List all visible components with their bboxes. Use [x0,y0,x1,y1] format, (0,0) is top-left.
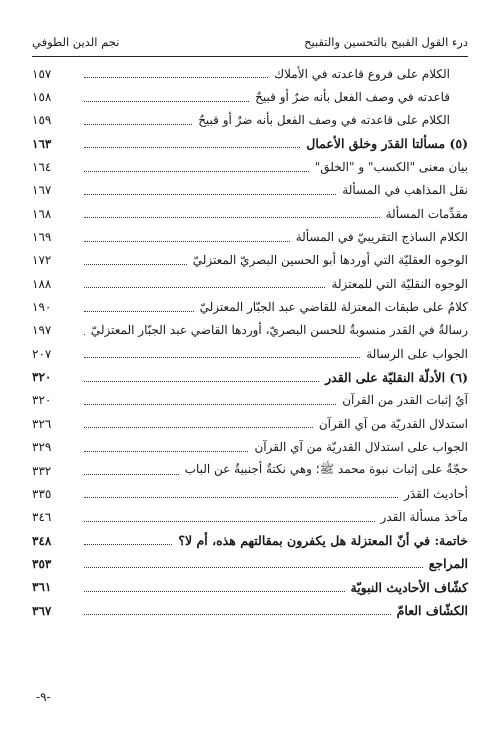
dot-leader [84,334,85,335]
toc-entry-text: حجّةٌ على إثبات نبوة محمد ﷺ؛ وهي نكتةٌ أجنبيةٌ عن الباب [184,462,468,477]
dot-leader [84,241,290,242]
toc-entry [32,342,468,365]
toc-entry-title [338,183,468,197]
toc-entry-page: ٣٦٧ [32,603,52,618]
toc-entry-title [393,603,468,618]
toc-entry-text: كلامٌ على طبقات المعتزلة للقاضي عبد الجبّار المعتزليّ [199,300,468,315]
toc-entry-text: (٥) مسألتا القدَر وخلق الأعمال [306,136,468,152]
toc-entry-text: مقدِّمات المسألة [385,206,468,221]
toc-entry-text: الكلام على قاعدته في وصف الفعل بأنه ضرٌ أو قبيحٌ [198,113,450,128]
toc-entry-text: (٦) الأدلّة النقليّة على القدر [325,369,468,385]
toc-entry-page: ٣٤٦ [32,510,52,525]
toc-entry-title [87,323,468,337]
dot-leader [84,124,192,125]
toc-entry-page: ٣٢٦ [32,416,52,431]
toc-entry-title [425,556,468,571]
toc-entry [32,295,468,318]
toc-entry [32,599,468,622]
dot-leader [84,497,398,498]
dot-leader [84,311,194,312]
toc-entry-title [174,533,468,548]
toc-entry-page: ١٩٧ [32,323,52,338]
toc-entry [32,319,468,342]
toc-entry-title [347,580,469,595]
toc-entry-text: الكلام الساذج التقريبيّ في المسألة [295,230,468,245]
toc-entry-title [189,253,468,267]
header-divider [32,56,468,57]
toc-entry [32,249,468,272]
toc-entry-text: كشّاف الأحاديث النبويّة [350,579,468,595]
toc-entry [32,85,468,108]
page-number: -٩- [36,690,51,704]
toc-entry-page: ١٦٩ [32,230,52,245]
dot-leader [84,381,319,382]
toc-entry [32,529,468,552]
toc-entry [32,272,468,295]
toc-entry-page: ١٦٤ [32,160,52,175]
toc-entry-page: ١٧٢ [32,253,52,268]
toc-entry-page: ٣٢٠ [32,393,52,408]
toc-entry-page: ٣٢٩ [32,440,52,455]
toc-entry-text: الوجوه النقليّة التي للمعتزلة [331,276,468,291]
toc-entry-title [251,90,468,104]
toc-entry-text: مآخذ مسألة القدر [380,510,468,525]
toc-entry-text: الجواب على الرسالة [366,346,468,361]
dot-leader [84,544,172,545]
toc-entry-text: المراجع [428,556,468,572]
toc-entry-page: ١٨٨ [32,276,52,291]
toc-entry [32,412,468,435]
dot-leader [84,357,360,358]
toc-entry-text: أحاديث القدَر [404,486,468,501]
toc-entry-text: نقل المذاهب في المسألة [342,183,468,198]
dot-leader [84,77,268,78]
toc-entry [32,225,468,248]
toc-entry-title [311,160,468,174]
toc-entry-page: ٣٢٠ [32,370,52,385]
page-header [32,32,468,52]
toc-entry-title [270,67,468,81]
toc-entry [32,482,468,505]
dot-leader [84,147,300,148]
toc-entry-page: ٣٥٣ [32,556,52,571]
toc-entry-title [338,393,468,407]
toc-entry [32,436,468,459]
toc-entry-title [181,462,468,479]
toc-entry-title [302,136,468,151]
toc-entry-page: ٣٤٨ [32,533,52,548]
toc-entry-page: ١٦٨ [32,206,52,221]
toc-entry-page: ٣٣٥ [32,486,52,501]
toc-entry-text: الكشّاف العامّ [396,603,468,619]
toc-entry-title [196,300,468,314]
toc-entry-page: ٣٦١ [32,580,52,595]
toc-entry-title [382,207,468,221]
toc-entry [32,389,468,412]
toc-entry-text: رسالةٌ في القدر منسوبةٌ للحسن البصريّ، أوردها القاضي عبد الجبّار المعتزليّ [90,323,468,338]
toc-entry-title [250,440,468,454]
toc-entry-title [194,113,468,127]
dot-leader [84,264,187,265]
toc-entry [32,552,468,575]
toc-entry-page: ١٩٠ [32,300,52,315]
toc-entry-title [292,230,468,244]
dot-leader [84,567,423,568]
toc-entry [32,506,468,529]
toc-entry [32,365,468,388]
toc-entry-title [400,487,468,501]
toc-entry [32,132,468,155]
toc-entry-text: بيان معنى "الكسب" و "الخلق" [314,160,468,175]
dot-leader [84,591,345,592]
dot-leader [84,404,336,405]
dot-leader [84,171,309,172]
toc-entry-title [327,277,468,291]
toc-entry-text: آيُ إثبات القدر من القرآن [342,393,468,408]
toc-entry [32,62,468,85]
toc-entry-page: ١٥٧ [32,66,52,81]
toc-entry [32,459,468,482]
toc-entry-page: ١٦٧ [32,183,52,198]
dot-leader [84,521,375,522]
toc-entry-text: قاعدته في وصف الفعل بأنه ضرٌ أو قبيحٌ [255,90,450,105]
dot-leader [84,451,248,452]
toc-entry [32,179,468,202]
toc-entry [32,576,468,599]
dot-leader [84,614,391,615]
toc-entry-title [362,347,468,361]
toc-entry [32,202,468,225]
toc-entry-text: الوجوه العقليّة التي أوردها أبو الحسين البصريّ المعتزليّ [192,253,468,268]
toc-entry-title [377,510,468,524]
dot-leader [84,427,313,428]
dot-leader [84,474,179,475]
toc-entry [32,155,468,178]
table-of-contents [32,62,468,622]
toc-entry-text: استدلال القدريّة من آي القرآن [318,416,468,431]
toc-entry-title [315,417,468,431]
toc-entry-title [321,370,468,385]
dot-leader [84,194,336,195]
dot-leader [84,287,325,288]
toc-entry-page: ١٥٨ [32,90,52,105]
toc-entry-text: الجواب على استدلال القدريّة من آي القرآن [254,440,468,455]
toc-entry-text: الكلام على فروع قاعدته في الأملاك [274,66,450,81]
book-title: درء القول القبيح بالتحسين والتقبيح [304,35,468,49]
toc-entry-page: ٣٣٢ [32,463,52,478]
toc-entry-page: ١٥٩ [32,113,52,128]
toc-entry-text: خاتمة: في أنّ المعتزلة هل يكفرون بمقالتهم هذه، أم لا؟ [178,533,468,549]
dot-leader [84,101,249,102]
toc-entry-page: ١٦٣ [32,136,52,151]
dot-leader [84,217,380,218]
toc-entry [32,109,468,132]
toc-entry-page: ٢٠٧ [32,346,52,361]
author-name: نجم الدين الطوفي [32,35,120,49]
